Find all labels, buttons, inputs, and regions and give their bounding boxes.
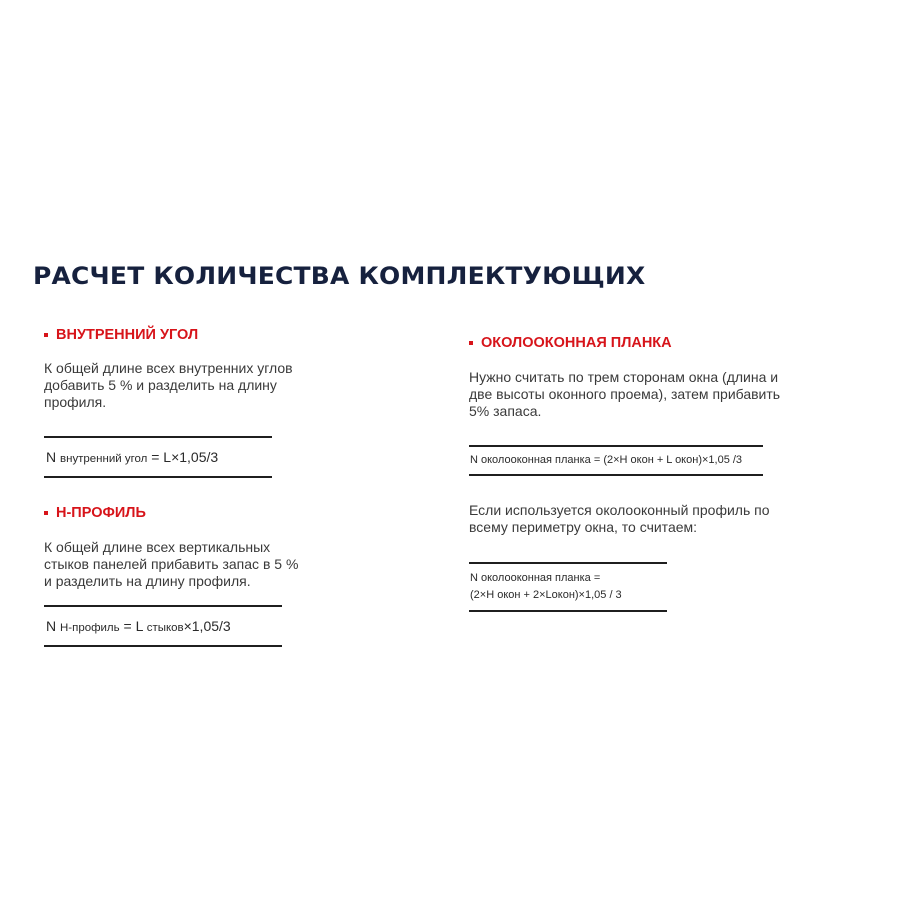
window-profile-formula (469, 562, 667, 612)
window-profile-description (469, 502, 770, 536)
description-line: Нужно считать по трем сторонам окна (длина и (469, 369, 779, 385)
window-trim-heading (469, 335, 672, 351)
description-line: добавить 5 % и разделить на длину (44, 377, 277, 393)
h-profile-formula (44, 605, 282, 647)
description-line: 5% запаса. (469, 403, 542, 419)
description-line: К общей длине всех внутренних углов (44, 360, 293, 376)
bullet-icon (44, 511, 48, 515)
formula-n: N (46, 618, 57, 634)
inner-corner-formula (44, 436, 272, 478)
inner-corner-heading-text: ВНУТРЕННИЙ УГОЛ (56, 327, 199, 343)
description-line: две высоты оконного проема), затем прибавить (469, 386, 781, 402)
window-trim-description (469, 369, 780, 420)
formula-line (46, 449, 272, 465)
formula-line: N околооконная планка = (470, 572, 601, 584)
description-line: Если используется околооконный профиль по (469, 502, 770, 518)
window-trim-heading-text: ОКОЛООКОННАЯ ПЛАНКА (481, 335, 672, 351)
h-profile-description (44, 539, 298, 590)
formula-subscript: Н-профиль (60, 622, 120, 634)
bullet-icon (44, 333, 48, 337)
formula-line (46, 618, 282, 634)
description-line: стыков панелей прибавить запас в 5 % (44, 556, 299, 572)
description-line: и разделить на длину профиля. (44, 573, 251, 589)
formula-expression: = L (119, 618, 147, 634)
formula-n: N (46, 449, 57, 465)
window-trim-formula (469, 445, 763, 476)
description-line: К общей длине всех вертикальных (44, 539, 271, 555)
h-profile-heading-text: Н-ПРОФИЛЬ (56, 505, 146, 521)
formula-line: N околооконная планка = (2×H окон + L окон)×1,05 /3 (470, 454, 743, 466)
page-title: РАСЧЕТ КОЛИЧЕСТВА КОМПЛЕКТУЮЩИХ (33, 262, 646, 290)
formula-subscript: стыков (146, 622, 184, 634)
formula-expression: ×1,05/3 (183, 618, 231, 634)
formula-expression: = L×1,05/3 (147, 449, 219, 465)
formula-line: (2×H окон + 2×Lокон)×1,05 / 3 (470, 589, 622, 601)
bullet-icon (469, 341, 473, 345)
description-line: всему периметру окна, то считаем: (469, 519, 698, 535)
formula-subscript: внутренний угол (60, 453, 148, 465)
inner-corner-description (44, 360, 293, 411)
description-line: профиля. (44, 394, 107, 410)
inner-corner-heading (44, 327, 198, 343)
h-profile-heading (44, 505, 146, 521)
